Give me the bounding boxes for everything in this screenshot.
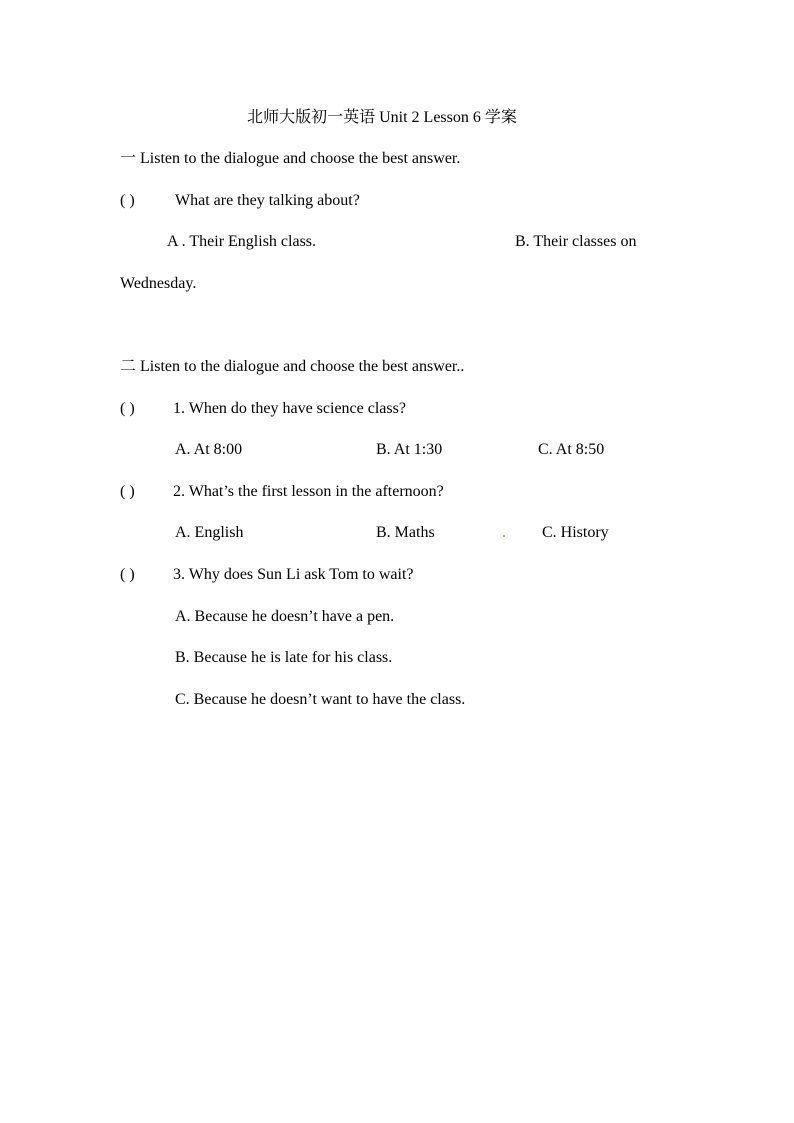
q1-option-c: C. At 8:50 [538, 441, 605, 458]
section-1-option-b-continuation: Wednesday. [120, 275, 197, 292]
q1-paren: ( ) [120, 400, 135, 417]
section-2-heading: 二 Listen to the dialogue and choose the best answer.. [120, 358, 465, 375]
q1-option-b: B. At 1:30 [376, 441, 443, 458]
q3-option-a: A. Because he doesn’t have a pen. [175, 608, 395, 625]
q1-text: 1. When do they have science class? [173, 400, 406, 417]
section-1-heading: 一 Listen to the dialogue and choose the best answer. [120, 150, 461, 167]
section-1-option-b: B. Their classes on [515, 233, 637, 250]
q2-option-b: B. Maths [376, 524, 435, 541]
q2-option-c: C. History [542, 524, 609, 541]
section-1-question-text: What are they talking about? [175, 192, 360, 209]
q3-option-c: C. Because he doesn’t want to have the class. [175, 691, 466, 708]
q3-paren: ( ) [120, 566, 135, 583]
q1-option-a: A. At 8:00 [175, 441, 243, 458]
q2-stray-dot: . [502, 524, 506, 541]
section-1-question-paren: ( ) [120, 192, 135, 209]
section-1-option-a: A . Their English class. [167, 233, 317, 250]
q2-text: 2. What’s the first lesson in the afternoon? [173, 483, 444, 500]
q2-option-a: A. English [175, 524, 244, 541]
q3-option-b: B. Because he is late for his class. [175, 649, 393, 666]
q3-text: 3. Why does Sun Li ask Tom to wait? [173, 566, 414, 583]
page-title: 北师大版初一英语 Unit 2 Lesson 6 学案 [247, 109, 517, 126]
q2-paren: ( ) [120, 483, 135, 500]
